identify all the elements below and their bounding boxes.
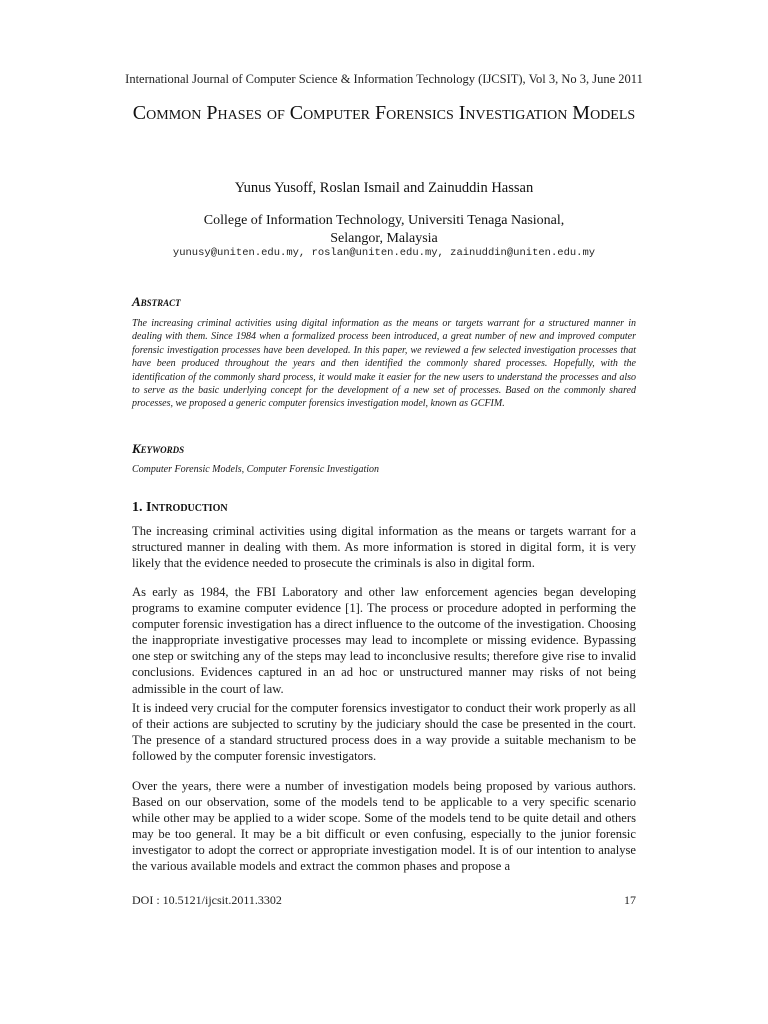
keywords-heading: Keywords (132, 441, 185, 456)
paper-affiliation (0, 212, 768, 248)
paper-authors: Yunus Yusoff, Roslan Ismail and Zainuddin Hassan (234, 180, 534, 196)
affiliation-line-1: College of Information Technology, Universiti Tenaga Nasional, (203, 213, 565, 228)
intro-paragraph-3: It is indeed very crucial for the computer forensics investigator to conduct their work properly as all of their actions are subjected to scrutiny by the judiciary should the case be presented in the court. The presence of a standard structured process does in a way provide a suitable mechanism to be followed by the computer forensic investigators. (132, 701, 636, 764)
intro-paragraph-4: Over the years, there were a number of investigation models being proposed by various authors. Based on our observation, some of the models tend to be applicable to a very specific scenario while other may be applied to a wider scope. Some of the models tend to be quite detail and others may be too general. It may be a bit difficult or even confusing, especially to the junior forensic investigator to adopt the correct or appropriate investigation model. It is of our intention to analyse the various available models and extract the common phases and propose a (132, 779, 636, 874)
keywords-text: Computer Forensic Models, Computer Forensic Investigation (132, 464, 380, 475)
author-emails: yunusy@uniten.edu.my, roslan@uniten.edu.my, zainuddin@uniten.edu.my (172, 247, 596, 259)
footer-doi: DOI : 10.5121/ijcsit.2011.3302 (132, 893, 282, 907)
journal-header: International Journal of Computer Science & Information Technology (IJCSIT), Vol 3, No 3, June 2011 (125, 72, 643, 86)
abstract-heading: Abstract (132, 294, 181, 309)
introduction-heading: 1. Introduction (132, 500, 228, 515)
intro-paragraph-2: As early as 1984, the FBI Laboratory and other law enforcement agencies began developing programs to examine computer evidence [1]. The process or procedure adopted in performing the computer forensic investigation has a direct influence to the outcome of the investigation. Choosing the inappropriate investigative processes may lead to incomplete or missing evidence. Bypassing one step or switching any of the steps may lead to inconclusive results; therefore give rise to invalid conclusions. Evidences captured in an ad hoc or unstructured manner may risks of not being admissible in the court of law. (132, 585, 636, 696)
affiliation-line-2: Selangor, Malaysia (330, 231, 438, 246)
intro-paragraph-1: The increasing criminal activities using digital information as the means or targets warrant for a structured manner in dealing with them. As more information is stored in digital form, it is very likely that the evidence needed to prosecute the criminals is also in digital form. (132, 524, 636, 571)
page-number: 17 (624, 893, 636, 907)
paper-title: Common Phases of Computer Forensics Investigation Models (132, 102, 636, 124)
abstract-text: The increasing criminal activities using digital information as the means or targets warrant for a structured manner in dealing with them. Since 1984 when a formalized process been introduced, a great number of new and improved computer forensic investigation processes have been developed. In this paper, we reviewed a few selected investigation processes that have been produced throughout the years and then identified the commonly shared processes. Hopefully, with the identification of the commonly shard process, it would make it easier for the new users to understand the processes and also to serve as the basic underlying concept for the development of a new set of processes. Based on the commonly shared processes, we proposed a generic computer forensics investigation model, known as GCFIM. (132, 318, 636, 410)
